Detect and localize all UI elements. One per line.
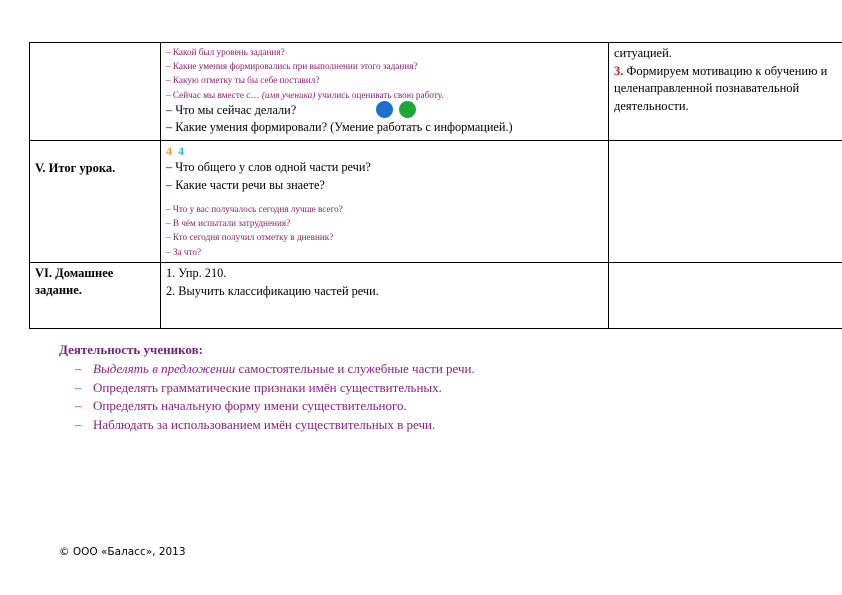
copyright-footer: © ООО «Баласс», 2013 (59, 546, 186, 558)
activity-italic: Выделять в предложении (93, 361, 236, 376)
comment-cell (609, 141, 842, 263)
question-line: – Какие умения формировались при выполнении этого задания? (166, 61, 418, 72)
table-row (30, 43, 842, 141)
question-line: – В чём испытали затруднения? (166, 218, 291, 229)
question-line: – За что? (166, 246, 202, 257)
question-line: – Какие части речи вы знаете? (166, 177, 325, 192)
content-cell (161, 43, 609, 141)
comment-cell (609, 43, 842, 141)
list-item: – Определять начальную форму имени существительного. (59, 397, 475, 416)
comment-paragraph (614, 63, 842, 116)
homework-line: 1. Упр. 210. (166, 266, 227, 280)
content-cell (161, 263, 609, 329)
question-line: – Что у вас получалось сегодня лучше всего? (166, 204, 343, 214)
list-item: – Определять грамматические признаки имён существительных. (59, 379, 475, 398)
comment-number: 3. (614, 63, 624, 78)
slide-number-teal: 4 (178, 144, 184, 158)
lesson-plan-table (29, 42, 842, 329)
activities-list (59, 360, 475, 434)
slide-numbers (166, 143, 603, 159)
list-item (59, 360, 475, 379)
question-line: – Кто сегодня получил отметку в дневник? (166, 232, 334, 243)
homework-line: 2. Выучить классификацию частей речи. (166, 283, 379, 298)
list-item: – Наблюдать за использованием имён существительных в речи. (59, 416, 475, 435)
question-italic: (имя ученика) (261, 89, 316, 100)
question-line (166, 88, 603, 102)
stage-cell (30, 43, 161, 141)
slide-number-orange: 4 (166, 144, 172, 158)
content-cell (161, 141, 609, 263)
stage-cell (30, 141, 161, 263)
comment-cell (609, 263, 842, 329)
question-line: – Какую отметку ты бы себе поставил? (166, 75, 320, 86)
stage-label: V. Итог урока. (35, 161, 116, 175)
question-line: – Что общего у слов одной части речи? (166, 160, 371, 174)
question-text: – Сейчас мы вместе с… (166, 89, 262, 100)
question-line: – Что мы сейчас делали? (166, 102, 297, 117)
question-line: – Какой был уровень задания? (166, 47, 285, 57)
green-circle-icon (399, 101, 416, 118)
table-row (30, 263, 842, 329)
question-line: – Какие умения формировали? (Умение работать с информацией.) (166, 120, 513, 135)
table-row (30, 141, 842, 263)
blue-circle-icon (376, 101, 393, 118)
comment-line: ситуацией. (614, 46, 672, 60)
activity-text: самостоятельные и служебные части речи. (235, 361, 475, 376)
activities-title: Деятельность учеников: (59, 342, 203, 357)
comment-text: Формируем мотивацию к обучению и целенаправленной познавательной деятельности. (614, 63, 828, 113)
stage-label: VI. Домашнее задание. (35, 266, 114, 297)
student-activities (59, 340, 475, 434)
stage-cell (30, 263, 161, 329)
question-text: учились оценивать свою работу. (315, 89, 444, 100)
